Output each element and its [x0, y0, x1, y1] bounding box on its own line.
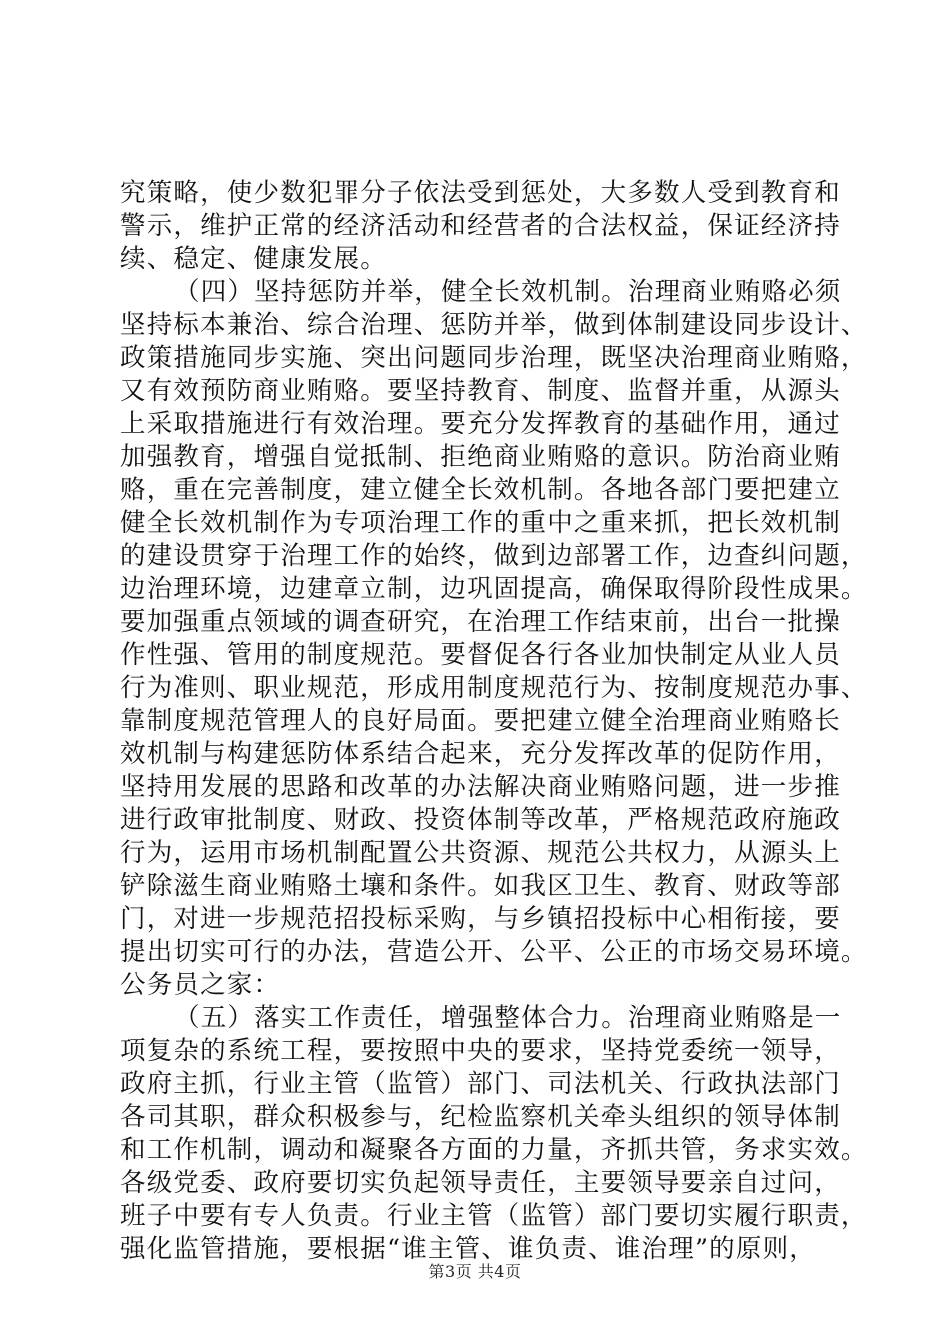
text-line: 上采取措施进行有效治理。要充分发挥教育的基础作用，通过: [120, 409, 841, 439]
text-line: 边治理环境，边建章立制，边巩固提高，确保取得阶段性成果。: [120, 574, 868, 604]
text-line: 铲除滋生商业贿赂土壤和条件。如我区卫生、教育、财政等部: [120, 871, 841, 901]
text-line: 各级党委、政府要切实负起领导责任，主要领导要亲自过问，: [120, 1168, 841, 1198]
text-line: 门，对进一步规范招投标采购，与乡镇招投标中心相衔接，要: [120, 904, 841, 934]
text-line: 坚持标本兼治、综合治理、惩防并举，做到体制建设同步设计、: [120, 310, 868, 340]
page-number: 第3页 共4页: [428, 1262, 522, 1281]
text-line: 和工作机制，调动和凝聚各方面的力量，齐抓共管，务求实效。: [120, 1135, 868, 1165]
text-line: 政策措施同步实施、突出问题同步治理，既坚决治理商业贿赂，: [120, 343, 868, 373]
text-line: 警示，维护正常的经济活动和经营者的合法权益，保证经济持: [120, 211, 841, 241]
text-line: 强化监管措施，要根据“谁主管、谁负责、谁治理”的原则，: [120, 1234, 816, 1264]
text-line: 健全长效机制作为专项治理工作的重中之重来抓，把长效机制: [120, 508, 841, 538]
text-line: 行为准则、职业规范，形成用制度规范行为、按制度规范办事、: [120, 673, 868, 703]
text-line: 坚持用发展的思路和改革的办法解决商业贿赂问题，进一步推: [120, 772, 841, 802]
text-line: 效机制与构建惩防体系结合起来，充分发挥改革的促防作用，: [120, 739, 841, 769]
text-line: 各司其职，群众积极参与，纪检监察机关牵头组织的领导体制: [120, 1102, 841, 1132]
text-line: 行为，运用市场机制配置公共资源、规范公共权力，从源头上: [120, 838, 841, 868]
text-line: 政府主抓，行业主管（监管）部门、司法机关、行政执法部门: [120, 1069, 841, 1099]
text-line: 的建设贯穿于治理工作的始终，做到边部署工作，边查纠问题，: [120, 541, 868, 571]
text-line: 赂，重在完善制度，建立健全长效机制。各地各部门要把建立: [120, 475, 841, 505]
text-line: 靠制度规范管理人的良好局面。要把建立健全治理商业贿赂长: [120, 706, 841, 736]
text-line: 班子中要有专人负责。行业主管（监管）部门要切实履行职责，: [120, 1201, 868, 1231]
text-line: 项复杂的系统工程，要按照中央的要求，坚持党委统一领导，: [120, 1036, 841, 1066]
text-line: 又有效预防商业贿赂。要坚持教育、制度、监督并重，从源头: [120, 376, 841, 406]
text-line: 作性强、管用的制度规范。要督促各行各业加快制定从业人员: [120, 640, 841, 670]
text-line: 公务员之家：: [120, 970, 281, 1000]
text-line: 续、稳定、健康发展。: [120, 244, 388, 274]
text-line: 要加强重点领域的调查研究，在治理工作结束前，出台一批操: [120, 607, 841, 637]
text-line: 加强教育，增强自觉抵制、拒绝商业贿赂的意识。防治商业贿: [120, 442, 841, 472]
text-line: 进行政审批制度、财政、投资体制等改革，严格规范政府施政: [120, 805, 841, 835]
text-line: 提出切实可行的办法，营造公开、公平、公正的市场交易环境。: [120, 937, 868, 967]
section-heading-line: （五）落实工作责任，增强整体合力。治理商业贿赂是一: [174, 1003, 842, 1033]
section-heading-line: （四）坚持惩防并举，健全长效机制。治理商业贿赂必须: [174, 277, 842, 307]
text-line: 究策略，使少数犯罪分子依法受到惩处，大多数人受到教育和: [120, 178, 841, 208]
